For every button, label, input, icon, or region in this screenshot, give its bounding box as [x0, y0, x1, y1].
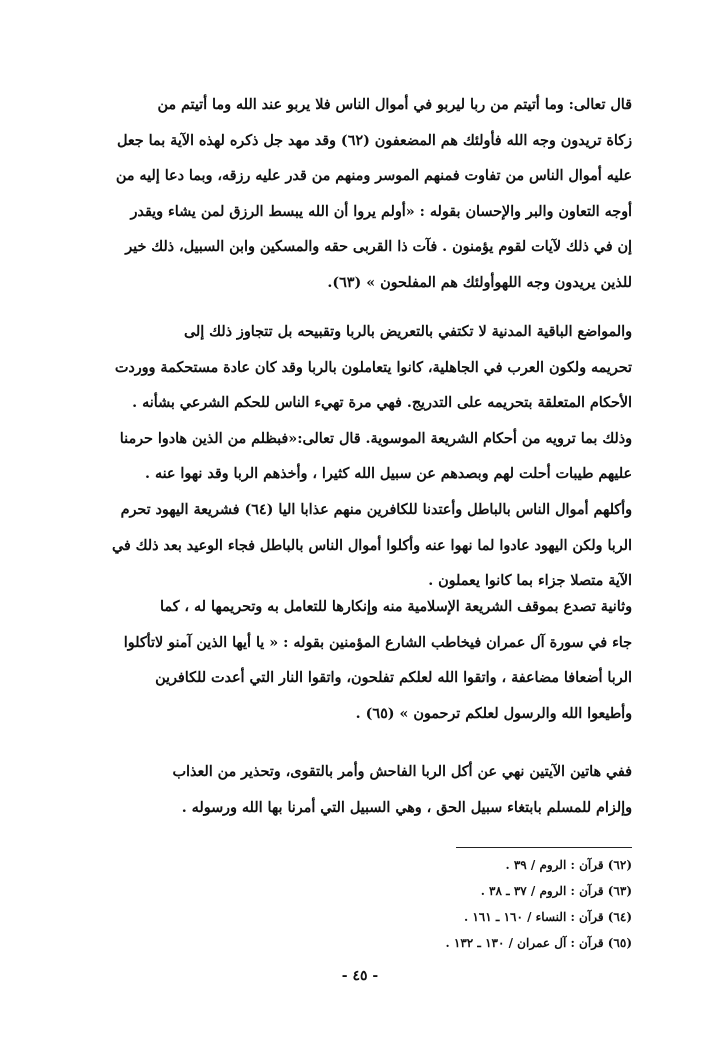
paragraph-conclusion: [92, 755, 632, 826]
text-line: زكاة تريدون وجه الله فأولئك هم المضعفون (٦٢) وقد مهد جل ذكره لهذه الآية بما جعل: [117, 132, 632, 149]
text-line: عليهم طيبات أحلت لهم وبصدهم عن سبيل الله كثيرا ، وأخذهم الربا وقد نهوا عنه .: [144, 466, 632, 483]
footnote-63: (٦٣) قرآن : الروم / ٣٧ ـ ٣٨ .: [480, 884, 632, 898]
text-line: إن في ذلك لآيات لقوم يؤمنون . فآت ذا القربى حقه والمسكين وابن السبيل، ذلك خير: [125, 239, 632, 256]
page-number: - ٤٥ -: [341, 968, 379, 984]
text-line: عليه أموال الناس من تفاوت فمنهم الموسر ومنهم من قدر عليه رزقه، وبما دعا إليه من: [115, 168, 632, 185]
footnote-65: (٦٥) قرآن : آل عمران / ١٣٠ ـ ١٣٢ .: [445, 936, 632, 950]
text-line: جاء في سورة آل عمران فيخاطب الشارع المؤمنين بقوله : « يا أيها الذين آمنو لاتأكلوا: [123, 634, 632, 651]
footnote-64: (٦٤) قرآن : النساء / ١٦٠ ـ ١٦١ .: [464, 910, 632, 924]
paragraph-al-imran: [92, 590, 632, 732]
text-line: الأحكام المتعلقة بتحريمه على التدريج. فهي مرة تهيء الناس للحكم الشرعي بشأنه .: [132, 395, 632, 412]
text-line: للذين يريدون وجه اللهوأولئك هم المفلحون » (٦٣).: [327, 274, 632, 291]
text-line: وإلزام للمسلم بابتغاء سبيل الحق ، وهي السبيل التي أمرنا بها الله ورسوله .: [181, 799, 632, 816]
text-line: والمواضع الباقية المدنية لا تكتفي بالتعريض بالربا وتقبيحه بل تتجاوز ذلك إلى: [183, 324, 632, 340]
text-line: الربا ولكن اليهود عادوا لما نهوا عنه وأكلوا أموال الناس بالباطل فجاء الوعيد بعد ذلك في: [111, 537, 632, 554]
text-line: تحريمه ولكون العرب في الجاهلية، كانوا يتعاملون بالربا وقد كان عادة مستحكمة ووردت: [114, 359, 632, 376]
footnote-62: (٦٢) قرآن : الروم / ٣٩ .: [505, 858, 632, 872]
text-line: الآية متصلا جزاء بما كانوا يعملون .: [428, 573, 632, 590]
paragraph-quran-ar-rum: [92, 88, 632, 302]
text-line: قال تعالى: وما أتيتم من ربا ليربو في أموال الناس فلا يربو عند الله وما أتيتم من: [157, 97, 632, 113]
text-line: وأطيعوا الله والرسول لعلكم ترحمون » (٦٥) .: [355, 705, 632, 722]
text-line: ففي هاتين الآيتين نهي عن أكل الربا الفاحش وأمر بالتقوى، وتحذير من العذاب: [172, 764, 632, 780]
footnote-divider: [456, 847, 632, 848]
text-line: وذلك بما ترويه من أحكام الشريعة الموسوية. قال تعالى:«فبظلم من الذين هادوا حرمنا: [119, 430, 632, 447]
text-line: وأكلهم أموال الناس بالباطل وأعتدنا للكافرين منهم عذابا اليا (٦٤) فشريعة اليهود تحرم: [120, 501, 632, 518]
paragraph-medinan-verses: [92, 315, 632, 600]
text-line: الربا أضعافا مضاعفة ، واتقوا الله لعلكم تفلحون، واتقوا النار التي أعدت للكافرين: [155, 670, 632, 687]
text-line: وثانية تصدع بموقف الشريعة الإسلامية منه وإنكارها للتعامل به وتحريمها له ، كما: [160, 599, 632, 615]
text-line: أوجه التعاون والبر والإحسان بقوله : «أولم يروا أن الله يبسط الرزق لمن يشاء ويقدر: [130, 203, 632, 220]
